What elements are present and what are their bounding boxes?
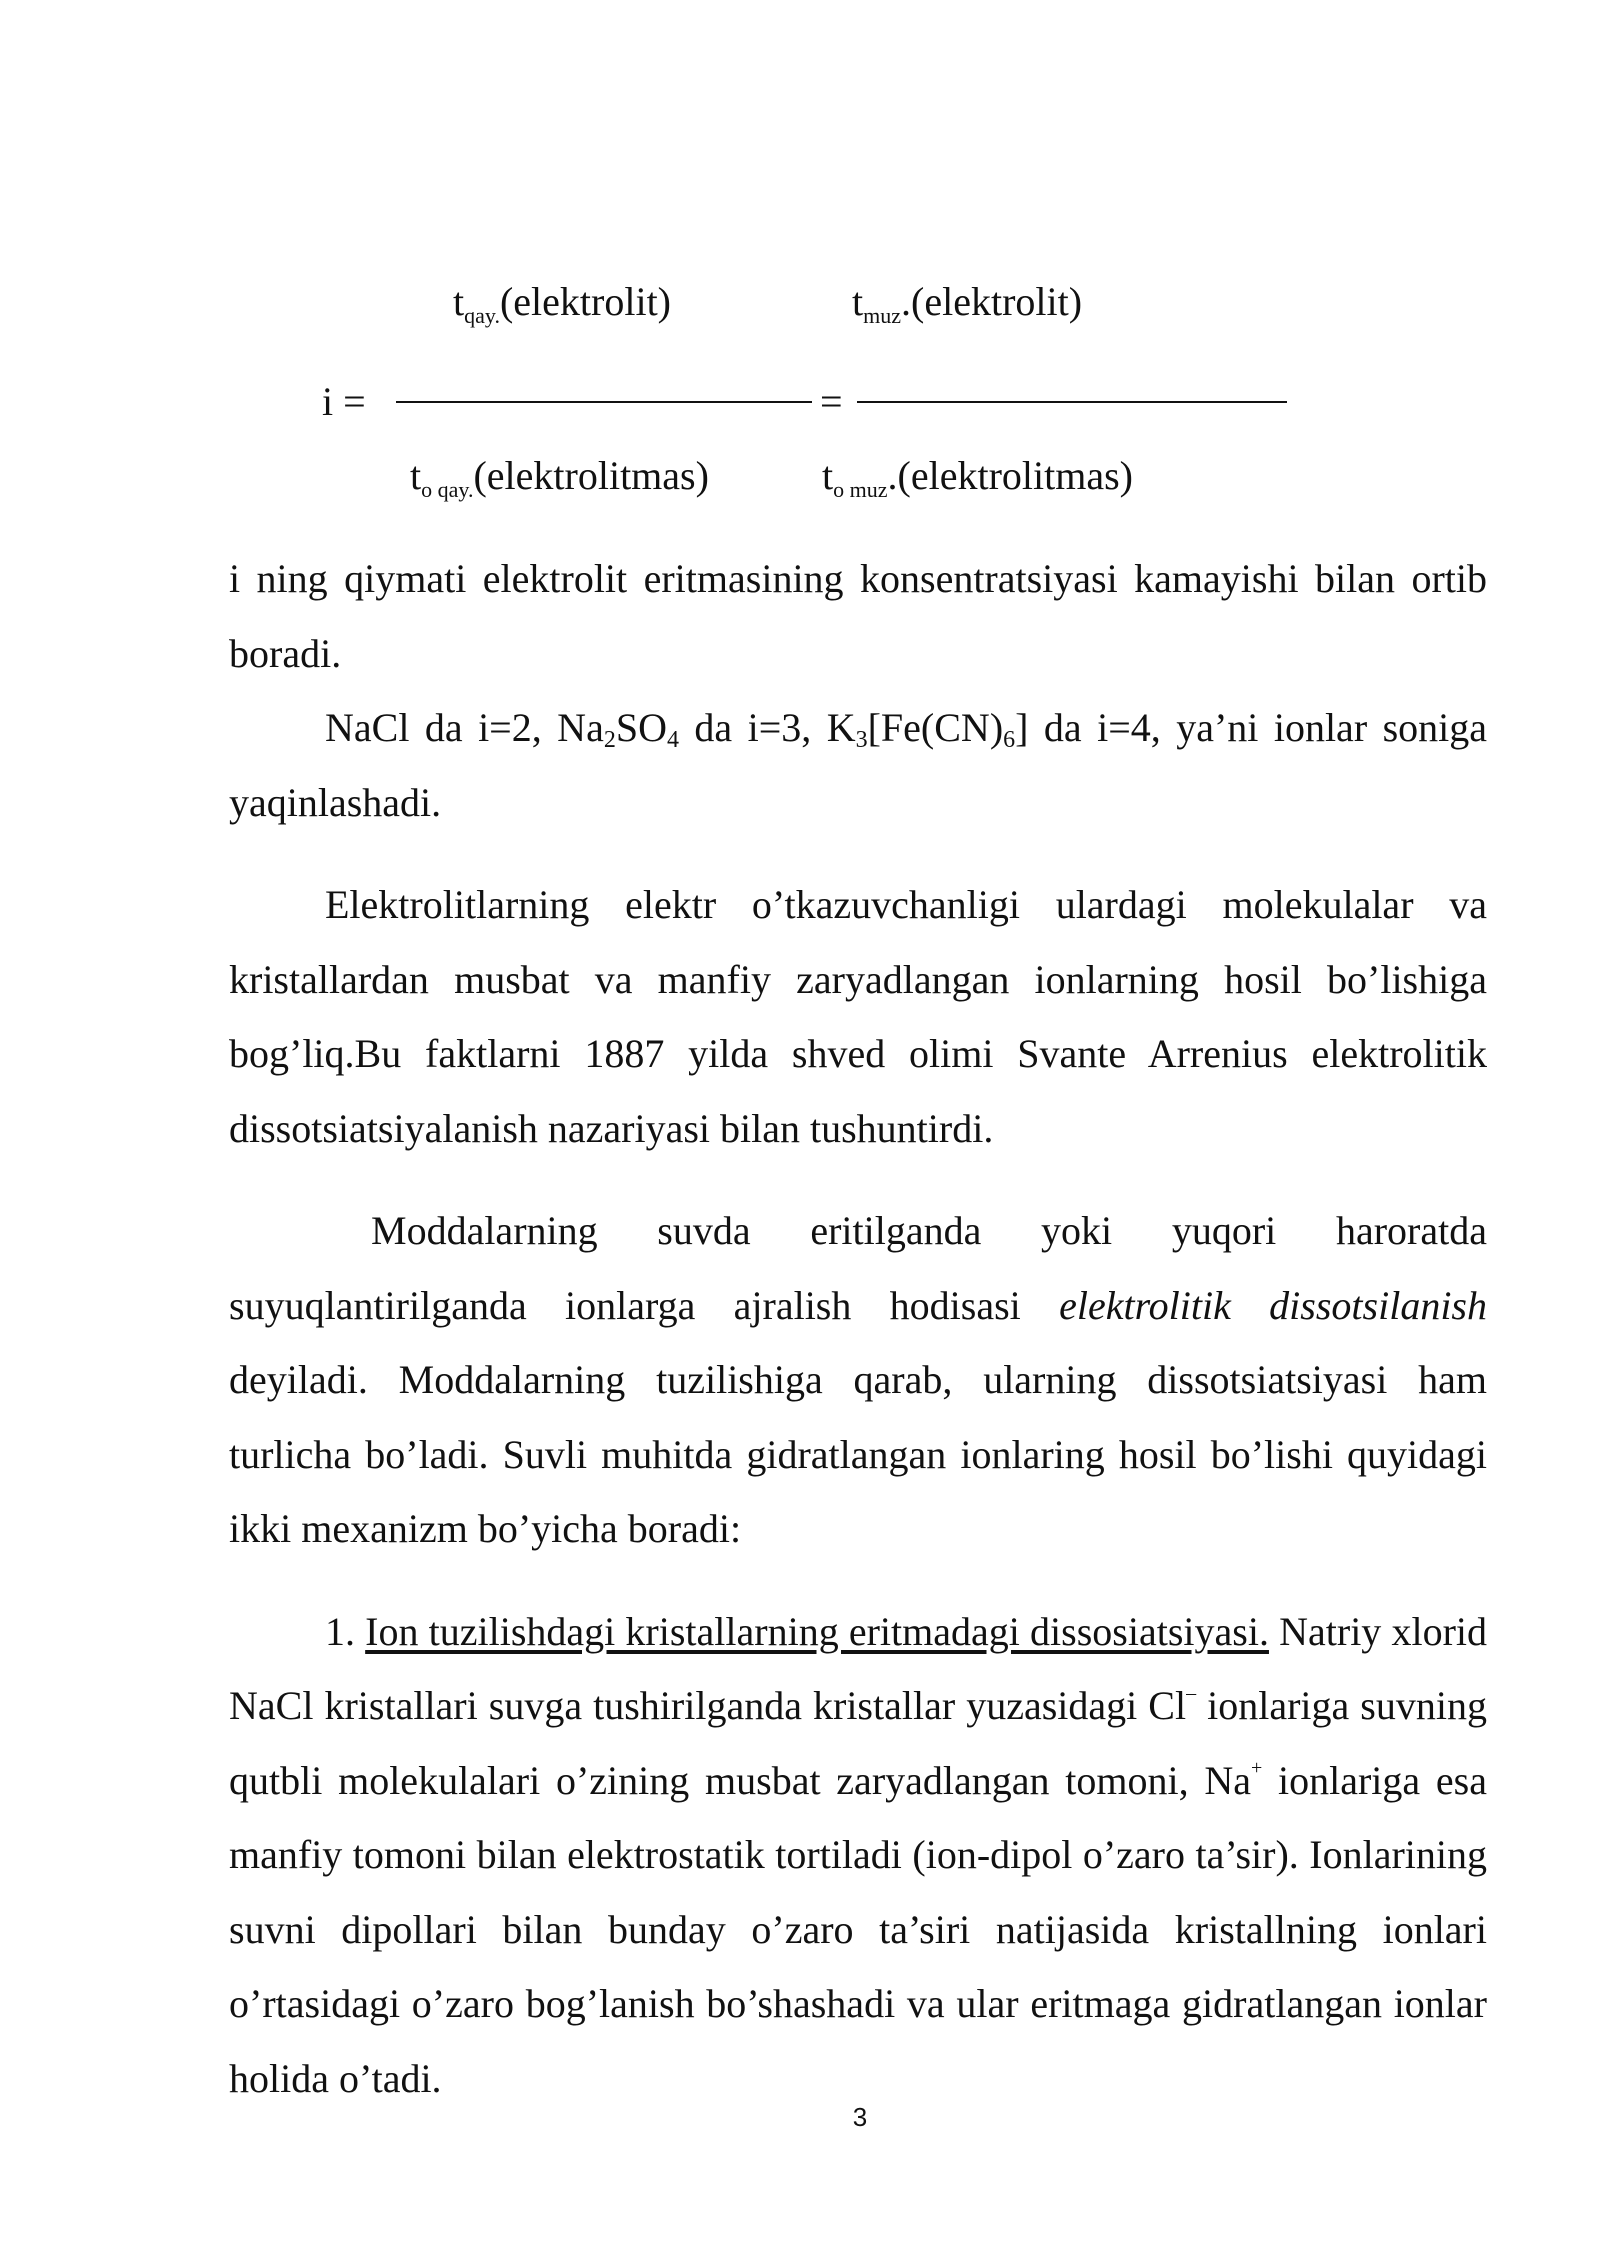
formula-bottom-left: $t_{o qay.}(elektrolitmas)$ — [410, 453, 709, 502]
formula-top-right: $t_{muz}.(elektrolit)$ — [852, 279, 1083, 328]
body-text — [229, 542, 1487, 2116]
fraction-bar-left — [396, 401, 812, 403]
section-heading-underlined: Ion tuzilishdagi kristallarning eritmadagi dissosiatsiyasi. — [365, 1608, 1269, 1654]
paragraph-3: Elektrolitlarning elektr o’tkazuvchanligi ulardagi molekulalar va kristallardan musbat va manfiy zaryadlangan ionlarning hosil bo’lishiga bog’liq.Bu faktlarni 1887 yilda shved olimi Svante Arrenius elektrolitik dissotsiatsiyalanish nazariyasi bilan tushuntirdi. — [229, 882, 1487, 1151]
formula-lhs: i = — [322, 379, 366, 424]
paragraph-1: i ning qiymati elektrolit eritmasining konsentratsiyasi kamayishi bilan ortib boradi. — [229, 556, 1487, 676]
term-italic: elektrolitik dissotsilanish — [1059, 1282, 1487, 1328]
paragraph-4: Moddalarning suvda eritilganda yoki yuqori haroratda suyuqlantirilganda ionlarga ajralish hodisasi elektrolitik dissotsilanish deyiladi. Moddalarning tuzilishiga qarab, ularning dissotsiatsiyasi ham turlicha bo’ladi. Suvli muhitda gidratlangan ionlaring hosil bo’lishi quyidagi ikki mexanizm bo’yicha boradi: — [229, 1208, 1487, 1551]
formula-bottom-right: $t_{o muz}.(elektrolitmas)$ — [822, 453, 1133, 502]
formula-equals: = — [820, 379, 843, 424]
paragraph-5: 1. Ion tuzilishdagi kristallarning eritmadagi dissosiatsiyasi. Natriy xlorid NaCl kristallari suvga tushirilganda kristallar yuzasidagi Cl– ionlariga suvning qutbli molekulalari o’zining musbat zaryadlangan tomoni, Na+ ionlariga esa manfiy tomoni bilan elektrostatik tortiladi (ion-dipol o’zaro ta’sir). Ionlarining suvni dipollari bilan bunday o’zaro ta’siri natijasida kristallning ionlari o’rtasidagi o’zaro bog’lanish bo’shashadi va ular eritmaga gidratlangan ionlar holida o’tadi. — [229, 1608, 1488, 2101]
paragraph-2: NaCl da i=2, $Na_2SO_4$ da i=3, $K_3[Fe(CN)_6]$ da i=4, ya’ni ionlar soniga yaqinlashadi. — [229, 705, 1488, 825]
fraction-bar-right — [857, 401, 1287, 403]
page-number: 3 — [852, 2102, 868, 2132]
formula-top-left: $t_{qay.}(elektrolit)$ — [453, 279, 672, 328]
